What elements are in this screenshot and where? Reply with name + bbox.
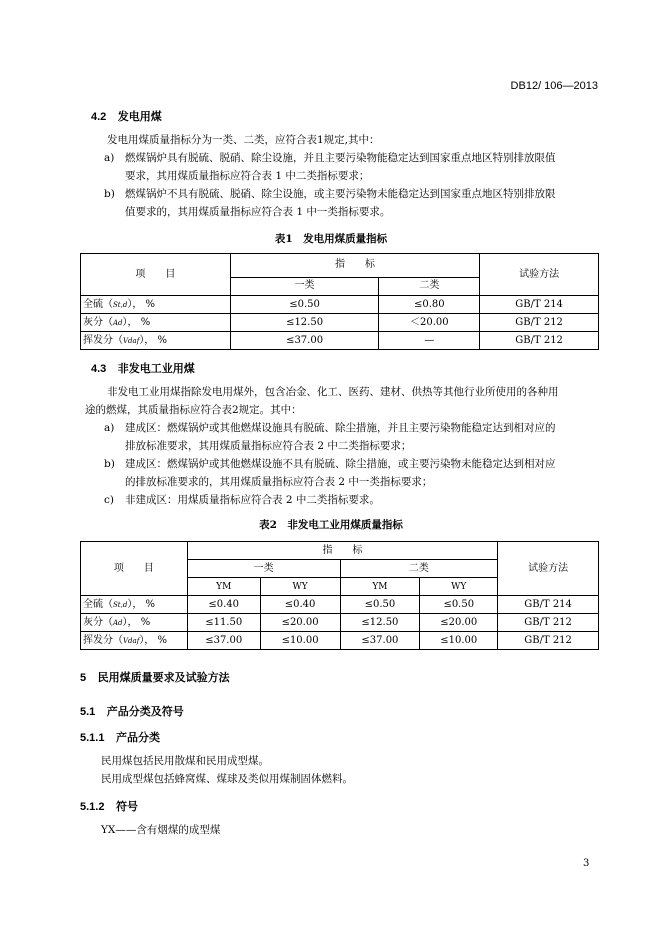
cell-value: ≤0.50 bbox=[230, 296, 379, 314]
section-title: 发电用煤 bbox=[117, 110, 162, 123]
cell-method: GB/T 212 bbox=[480, 332, 599, 350]
header-class-1: 一类 bbox=[187, 560, 340, 578]
header-index: 指 标 bbox=[230, 254, 480, 278]
cell-value: ＜20.00 bbox=[379, 314, 480, 332]
cell-value: ≤20.00 bbox=[420, 614, 498, 632]
list-item-text: 的排放标准要求的，其用煤质量指标应符合表 2 中一类指标要求； bbox=[125, 476, 433, 488]
list-item-text: 燃煤锅炉具有脱硫、脱硝、除尘设施，并且主要污染物能稳定达到国家重点地区特别排放限值 bbox=[125, 152, 556, 164]
table-caption: 表1 发电用煤质量指标 bbox=[274, 233, 388, 245]
row-label: 全硫（St,d）， % bbox=[81, 296, 231, 314]
section-number: 5.1 bbox=[80, 706, 96, 718]
header-class-2: 二类 bbox=[379, 277, 480, 295]
section-4-2-heading bbox=[91, 108, 162, 124]
header-method: 试验方法 bbox=[480, 254, 599, 296]
section-title: 产品分类 bbox=[115, 731, 160, 744]
header-item: 项 目 bbox=[81, 254, 231, 296]
document-id: DB12/ 106—2013 bbox=[510, 80, 598, 92]
section-title: 非发电工业用煤 bbox=[117, 362, 195, 375]
header-sub: WY bbox=[260, 578, 340, 596]
header-sub: YM bbox=[340, 578, 420, 596]
section-number: 4.2 bbox=[91, 111, 107, 123]
table-row bbox=[81, 332, 599, 350]
list-marker: c) bbox=[104, 494, 114, 506]
cell-value: ≤10.00 bbox=[420, 632, 498, 650]
table-1 bbox=[80, 253, 599, 350]
list-item-text: 要求，其用煤质量指标应符合表 1 中二类指标要求； bbox=[125, 170, 370, 182]
header-method: 试验方法 bbox=[498, 542, 599, 596]
cell-method: GB/T 212 bbox=[480, 314, 599, 332]
table-row bbox=[81, 632, 599, 650]
list-item-text: 值要求的，其用煤质量指标应符合表 1 中一类指标要求。 bbox=[125, 206, 391, 218]
table-row bbox=[81, 614, 599, 632]
section-title: 产品分类及符号 bbox=[106, 705, 184, 718]
paragraph: 民用成型煤包括蜂窝煤、煤球及类似用煤制固体燃料。 bbox=[101, 773, 353, 785]
list-item-text: 燃煤锅炉不具有脱硫、脱硝、除尘设施，或主要污染物未能稳定达到国家重点地区特别排放限 bbox=[125, 188, 556, 200]
cell-value: ≤0.40 bbox=[187, 596, 260, 614]
section-number: 5.1.2 bbox=[80, 801, 105, 813]
row-label: 挥发分（Vdaf）， % bbox=[81, 332, 231, 350]
cell-method: GB/T 212 bbox=[498, 614, 599, 632]
table-2 bbox=[80, 541, 599, 650]
header-sub: YM bbox=[187, 578, 260, 596]
header-class-1: 一类 bbox=[230, 277, 379, 295]
cell-value: ≤11.50 bbox=[187, 614, 260, 632]
cell-value: ≤37.00 bbox=[340, 632, 420, 650]
paragraph: YX——含有烟煤的成型煤 bbox=[101, 824, 221, 836]
section-5-1-2-heading bbox=[80, 798, 138, 814]
header-index: 指 标 bbox=[187, 542, 497, 560]
paragraph: 发电用煤质量指标分为一类、二类，应符合表1规定,其中： bbox=[107, 134, 380, 146]
row-label: 全硫（St,d）， % bbox=[81, 596, 188, 614]
header-class-2: 二类 bbox=[340, 560, 498, 578]
list-marker: a) bbox=[104, 422, 115, 434]
table-row bbox=[81, 314, 599, 332]
cell-value: ≤12.50 bbox=[230, 314, 379, 332]
row-label: 灰分（Ad）， % bbox=[81, 614, 188, 632]
row-label: 灰分（Ad）， % bbox=[81, 314, 231, 332]
section-4-3-heading bbox=[91, 360, 195, 376]
list-marker: b) bbox=[104, 458, 115, 470]
cell-value: ≤0.80 bbox=[379, 296, 480, 314]
header-item: 项 目 bbox=[81, 542, 188, 596]
paragraph: 民用煤包括民用散煤和民用成型煤。 bbox=[101, 755, 269, 767]
section-5-1-heading bbox=[80, 703, 184, 719]
cell-value: ≤10.00 bbox=[260, 632, 340, 650]
list-item-text: 建成区：燃煤锅炉或其他燃煤设施具有脱硫、除尘措施，并且主要污染物能稳定达到相对应的 bbox=[125, 422, 556, 434]
list-item-text: 非建成区：用煤质量指标应符合表 2 中二类指标要求。 bbox=[125, 494, 380, 506]
section-title: 符号 bbox=[115, 800, 138, 813]
cell-value: ≤0.40 bbox=[260, 596, 340, 614]
cell-value: ≤0.50 bbox=[340, 596, 420, 614]
section-title: 民用煤质量要求及试验方法 bbox=[97, 671, 230, 684]
cell-method: GB/T 214 bbox=[498, 596, 599, 614]
table-row bbox=[81, 596, 599, 614]
table-caption: 表2 非发电工业用煤质量指标 bbox=[259, 519, 403, 531]
header-sub: WY bbox=[420, 578, 498, 596]
section-number: 4.3 bbox=[91, 363, 107, 375]
row-label: 挥发分（Vdaf）， % bbox=[81, 632, 188, 650]
list-marker: a) bbox=[104, 152, 115, 164]
cell-value: — bbox=[379, 332, 480, 350]
section-5-heading bbox=[80, 669, 230, 685]
paragraph: 途的燃煤，其质量指标应符合表2规定。其中： bbox=[85, 404, 302, 416]
page-number: 3 bbox=[583, 858, 590, 869]
cell-method: GB/T 212 bbox=[498, 632, 599, 650]
section-number: 5.1.1 bbox=[80, 732, 105, 744]
table-row bbox=[81, 296, 599, 314]
cell-value: ≤0.50 bbox=[420, 596, 498, 614]
cell-value: ≤37.00 bbox=[230, 332, 379, 350]
list-marker: b) bbox=[104, 188, 115, 200]
cell-value: ≤37.00 bbox=[187, 632, 260, 650]
paragraph: 非发电工业用煤指除发电用煤外，包含冶金、化工、医药、建材、供热等其他行业所使用的各种用 bbox=[107, 386, 559, 398]
section-5-1-1-heading bbox=[80, 729, 160, 745]
list-item-text: 建成区：燃煤锅炉或其他燃煤设施不具有脱硫、除尘措施，或主要污染物未能稳定达到相对应 bbox=[125, 458, 556, 470]
cell-method: GB/T 214 bbox=[480, 296, 599, 314]
cell-value: ≤20.00 bbox=[260, 614, 340, 632]
cell-value: ≤12.50 bbox=[340, 614, 420, 632]
list-item-text: 排放标准要求，其用煤质量指标应符合表 2 中二类指标要求； bbox=[125, 440, 412, 452]
section-number: 5 bbox=[80, 672, 87, 684]
